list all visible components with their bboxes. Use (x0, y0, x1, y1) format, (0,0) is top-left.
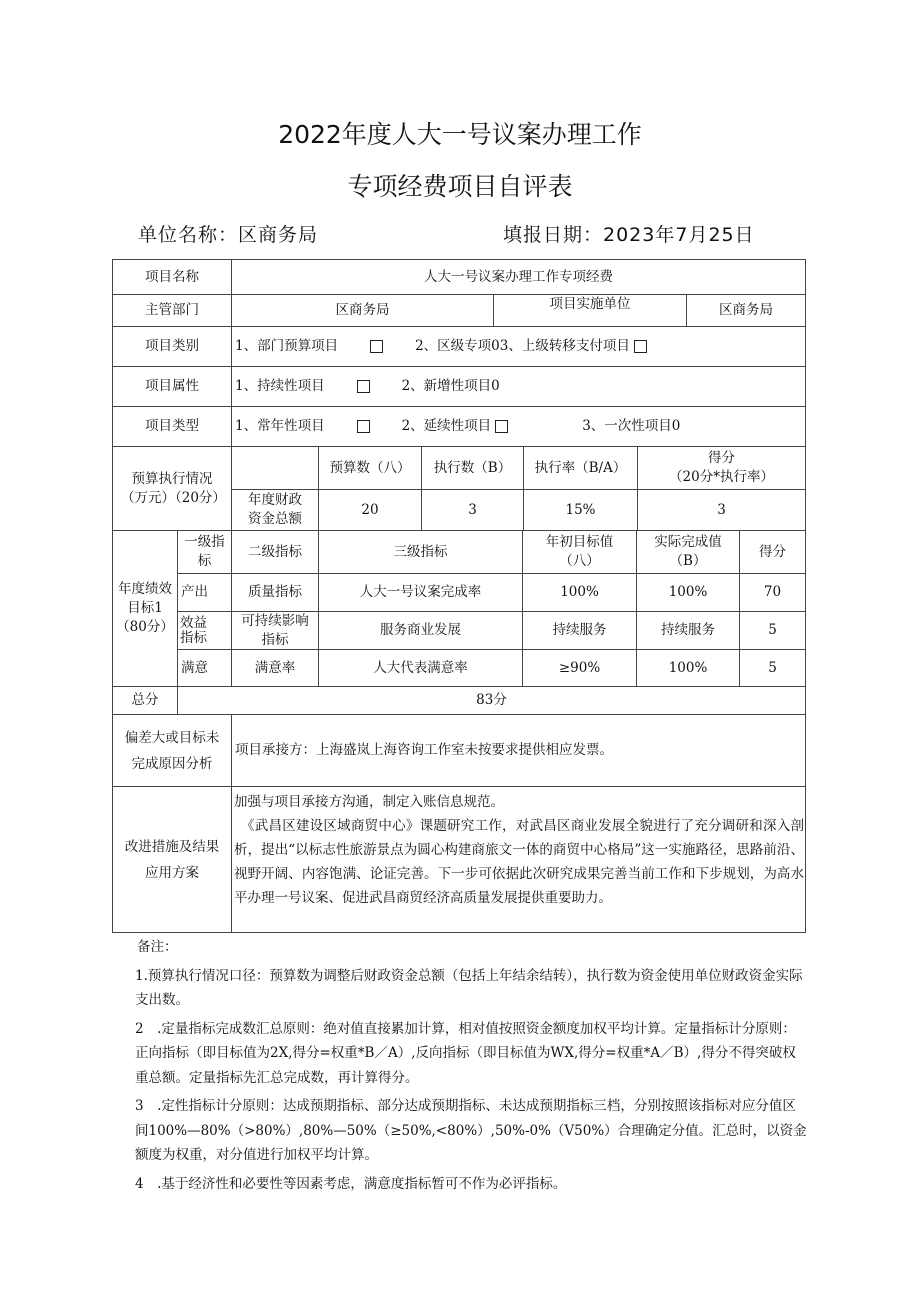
perf-cell: 5 (739, 649, 806, 687)
perf-cell: 服务商业发展 (318, 611, 523, 650)
label-impl-unit: 项目实施单位 (493, 294, 687, 327)
dept-value: 区商务局 (231, 294, 494, 327)
perf-cell: ≥90% (522, 649, 637, 687)
perf-cell: 100% (522, 573, 637, 612)
perf-header: 年初目标值（八） (522, 530, 637, 574)
total-value: 83分 (177, 686, 806, 715)
label-improvement: 改进措施及结果应用方案 (112, 786, 232, 933)
perf-cell: 人大一号议案完成率 (318, 573, 523, 612)
note-item: 4 .基于经济性和必要性等因素考虑，满意度指标暂可不作为必评指标。 (135, 1175, 567, 1192)
title-line-1: 2022年度人大一号议案办理工作 (278, 120, 642, 149)
attribute-options (231, 366, 806, 407)
perf-header: 一级指标 (177, 530, 232, 574)
checkbox-icon[interactable] (357, 380, 370, 393)
attribute-opt1: 1、持续性项目 (235, 378, 325, 394)
perf-header: 得分 (739, 530, 806, 574)
checkbox-icon[interactable] (370, 340, 383, 353)
type-opt1: 1、常年性项目 (235, 418, 325, 434)
note-item: 3 .定性指标计分原则：达成预期指标、部分达成预期指标、未达成预期指标三档，分别按照该指标对应分值区间100%—80%（>80%）,80%—50%（≥50%,<80%）,50%-0%（V50%）合理确定分值。汇总时，以资金额度为权重，对分值进行加权平均计算。 (135, 1098, 807, 1163)
perf-cell: 产出 (177, 573, 232, 612)
header-score-formula: （20分*执行率） (669, 469, 774, 485)
exec-value: 3 (421, 489, 524, 531)
header-score-title: 得分 (708, 450, 735, 466)
checkbox-icon[interactable] (495, 420, 508, 433)
title-line-2: 专项经费项目自评表 (347, 172, 573, 201)
perf-cell: 质量指标 (231, 573, 319, 612)
attribute-opt2: 2、新增性项目0 (401, 378, 500, 394)
label-dept: 主管部门 (112, 294, 232, 327)
improvement-p1: 加强与项目承接方沟通，制定入账信息规范。 (234, 794, 504, 810)
unit-name: 单位名称：区商务局 (138, 224, 319, 246)
perf-cell: 效益指标 (177, 611, 232, 650)
perf-cell: 70 (739, 573, 806, 612)
row-fiscal-total: 年度财政资金总额 (231, 489, 319, 531)
type-opt3: 3、一次性项目0 (582, 418, 681, 434)
perf-cell: 5 (739, 611, 806, 650)
label-project-name: 项目名称 (112, 259, 232, 295)
budget-blank (231, 446, 319, 490)
checkbox-icon[interactable] (357, 420, 370, 433)
header-budget: 预算数（八） (318, 446, 422, 490)
report-date: 填报日期：2023年7月25日 (503, 224, 755, 246)
perf-header: 实际完成值（B） (636, 530, 740, 574)
perf-cell: 满意 (177, 649, 232, 687)
header-exec: 执行数（B） (421, 446, 524, 490)
perf-cell: 100% (636, 573, 740, 612)
category-opt1: 1、部门预算项目 (235, 338, 339, 354)
label-attribute: 项目属性 (112, 366, 232, 407)
header-rate: 执行率（B/A） (523, 446, 638, 490)
perf-cell: 持续服务 (522, 611, 637, 650)
rate-value: 15% (523, 489, 638, 531)
checkbox-icon[interactable] (634, 340, 647, 353)
label-total: 总分 (112, 686, 178, 715)
impl-unit-value: 区商务局 (686, 294, 806, 327)
perf-cell: 100% (636, 649, 740, 687)
perf-cell: 满意率 (231, 649, 319, 687)
category-opt2: 2、区级专项03、上级转移支付项目 (415, 338, 630, 354)
perf-cell: 人大代表满意率 (318, 649, 523, 687)
category-options (231, 326, 806, 367)
label-category: 项目类别 (112, 326, 232, 367)
notes (137, 935, 807, 1200)
improvement-p2: 《武昌区建设区域商贸中心》课题研究工作，对武昌区商业发展全貌进行了充分调研和深入剖析，提出“以标志性旅游景点为圆心构建商旅文一体的商贸中心格局”这一实施路径，思路前沿、视野开阔、内容饱满、论证完善。下一步可依据此次研究成果完善当前工作和下步规划，为高水平办理一号议案、促进武昌商贸经济高质量发展提供重要助力。 (234, 818, 804, 906)
note-item: 1.预算执行情况口径：预算数为调整后财政资金总额（包括上年结余结转），执行数为资金使用单位财政资金实际支出数。 (135, 967, 803, 1008)
deviation-value: 项目承接方：上海盛岚上海咨询工作室未按要求提供相应发票。 (231, 714, 806, 787)
budget-value: 20 (318, 489, 422, 531)
score-value: 3 (637, 489, 806, 531)
label-deviation: 偏差大或目标未完成原因分析 (112, 714, 232, 787)
perf-header: 二级指标 (231, 530, 319, 574)
label-type: 项目类型 (112, 406, 232, 447)
perf-header: 三级指标 (318, 530, 523, 574)
note-item: 2 .定量指标完成数汇总原则：绝对值直接累加计算，相对值按照资金额度加权平均计算。定量指标计分原则：正向指标（即目标值为2X,得分=权重*B／A）,反向指标（即目标值为WX,得分=权重*A／B）,得分不得突破权重总额。定量指标先汇总完成数，再计算得分。 (135, 1020, 796, 1086)
perf-cell: 持续服务 (636, 611, 740, 650)
label-performance: 年度绩效目标1（80分） (112, 530, 178, 687)
label-budget: 预算执行情况（万元）（20分） (112, 446, 232, 531)
type-opt2: 2、延续性项目 (401, 418, 492, 434)
header-score (637, 446, 806, 490)
perf-cell: 可持续影响指标 (231, 611, 319, 650)
project-name: 人大一号议案办理工作专项经费 (231, 259, 806, 295)
notes-title: 备注： (137, 939, 178, 955)
type-options (231, 406, 806, 447)
